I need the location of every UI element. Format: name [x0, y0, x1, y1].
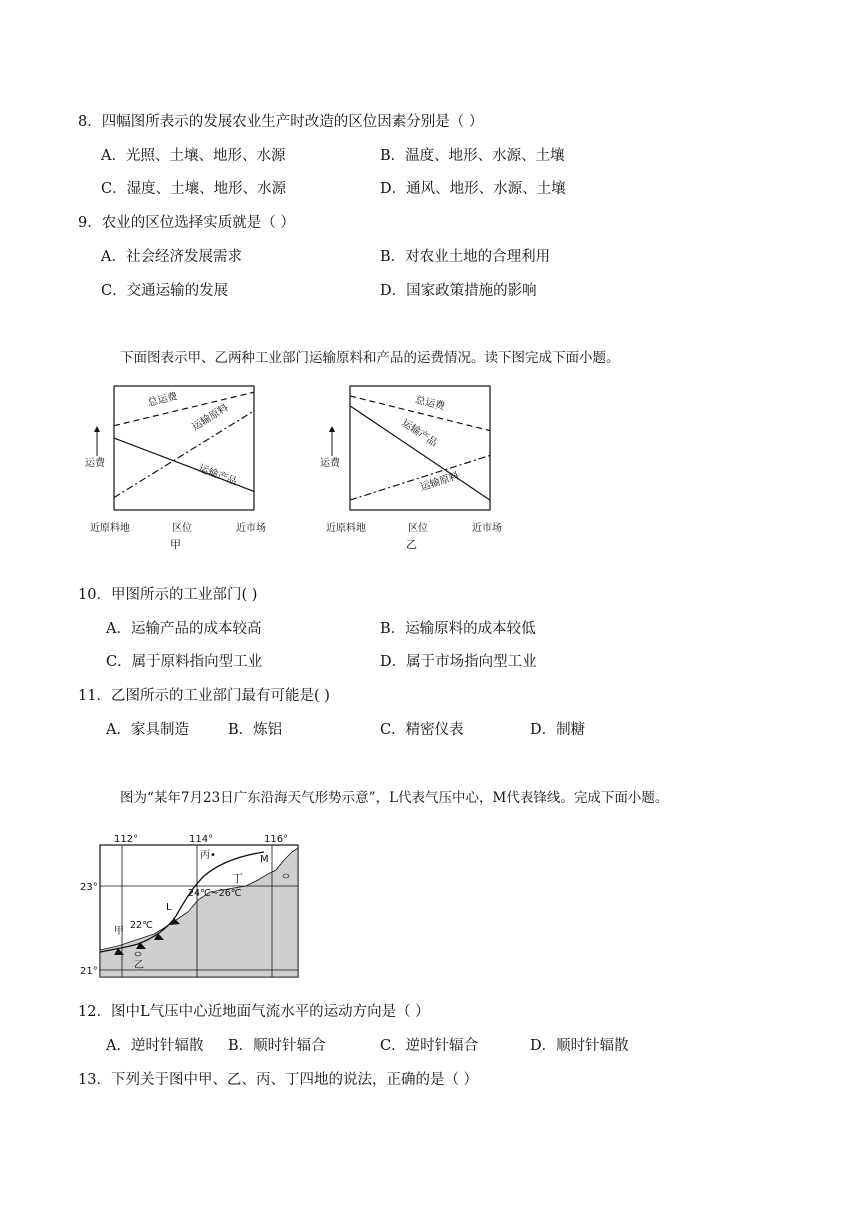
chart-frame — [114, 386, 254, 510]
chart-jia — [85, 386, 266, 551]
map-label-yi: 乙 — [134, 960, 144, 971]
map-island — [135, 952, 141, 956]
transport-cost-charts — [0, 372, 860, 592]
q10-option-d[interactable]: D．属于市场指向型工业 — [380, 654, 537, 670]
map-label-ding: 丁 — [232, 872, 243, 885]
q10-stem: 10．甲图所示的工业部门( ) — [78, 587, 258, 603]
q11-option-b[interactable]: B．炼铝 — [228, 722, 283, 738]
map-island — [283, 874, 289, 878]
q11-option-a[interactable]: A．家具制造 — [106, 722, 189, 738]
q10-option-b[interactable]: B．运输原料的成本较低 — [380, 621, 536, 637]
q9-option-c[interactable]: C．交通运输的发展 — [101, 283, 229, 299]
series-label: 运输产品 — [399, 417, 439, 450]
y-axis-arrowhead — [329, 426, 335, 432]
x-tick-label: 近原料地 — [326, 523, 366, 534]
series-label: 总运费 — [146, 391, 179, 409]
q13-stem: 13．下列关于图中甲、乙、丙、丁四地的说法，正确的是（ ） — [78, 1072, 479, 1088]
series-label: 运输原料 — [419, 470, 461, 494]
lon-label: 114° — [189, 834, 214, 845]
q11-option-c[interactable]: C．精密仪表 — [380, 722, 464, 738]
lon-label: 112° — [114, 834, 139, 845]
q12-option-b[interactable]: B．顺时针辐合 — [228, 1038, 326, 1054]
q9-option-a[interactable]: A．社会经济发展需求 — [101, 249, 242, 265]
q9-option-d[interactable]: D．国家政策措施的影响 — [380, 283, 537, 299]
q8-option-b[interactable]: B．温度、地形、水源、土壤 — [380, 148, 565, 164]
q12-option-d[interactable]: D．顺时针辐散 — [530, 1038, 629, 1054]
q12-option-a[interactable]: A．逆时针辐散 — [106, 1038, 204, 1054]
q8-option-a[interactable]: A．光照、土壤、地形、水源 — [101, 148, 286, 164]
intro-weather: 图为“某年7月23日广东沿海天气形势示意”，L代表气压中心，M代表锋线。完成下面小题。 — [120, 790, 669, 806]
map-label-jia: 甲 — [114, 926, 124, 937]
q8-option-c[interactable]: C．湿度、土壤、地形、水源 — [101, 181, 287, 197]
y-axis-arrowhead — [94, 426, 100, 432]
chart-caption: 甲 — [170, 538, 181, 551]
q11-stem: 11．乙图所示的工业部门最有可能是( ) — [78, 688, 330, 704]
intro-industry: 下面图表示甲、乙两种工业部门运输原料和产品的运费情况。读下图完成下面小题。 — [120, 350, 620, 366]
x-tick-label: 区位 — [408, 523, 428, 534]
map-label-bing: 丙• — [200, 850, 216, 861]
lat-label: 21° — [80, 966, 98, 977]
map-label-temp2: 22℃ — [130, 920, 153, 931]
x-tick-label: 近市场 — [236, 523, 266, 534]
q11-option-d[interactable]: D．制糖 — [530, 722, 586, 738]
y-axis-label: 运费 — [85, 458, 105, 469]
x-tick-label: 区位 — [172, 523, 192, 534]
q10-option-c[interactable]: C．属于原料指向型工业 — [106, 654, 263, 670]
chart-yi — [320, 386, 502, 551]
chart-caption: 乙 — [406, 538, 417, 551]
lat-label: 23° — [80, 882, 98, 893]
x-tick-label: 近原料地 — [90, 523, 130, 534]
y-axis-label: 运费 — [320, 458, 340, 469]
series-line — [350, 455, 490, 500]
map-label-m: M — [260, 854, 269, 865]
guangdong-weather-map — [78, 830, 318, 980]
q10-option-a[interactable]: A．运输产品的成本较高 — [106, 621, 262, 637]
q12-option-c[interactable]: C．逆时针辐合 — [380, 1038, 479, 1054]
series-label: 总运费 — [414, 394, 446, 413]
lon-label: 116° — [264, 834, 289, 845]
x-tick-label: 近市场 — [472, 523, 502, 534]
series-label: 运输原料 — [190, 402, 231, 434]
q8-option-d[interactable]: D．通风、地形、水源、土壤 — [380, 181, 566, 197]
series-label: 运输产品 — [196, 463, 239, 488]
map-label-l: L — [166, 902, 172, 913]
q8-stem: 8．四幅图所表示的发展农业生产时改造的区位因素分别是（ ） — [78, 114, 484, 130]
q12-stem: 12．图中L气压中心近地面气流水平的运动方向是（ ） — [78, 1004, 430, 1020]
q9-stem: 9．农业的区位选择实质就是（ ） — [78, 215, 295, 231]
q9-option-b[interactable]: B．对农业土地的合理利用 — [380, 249, 551, 265]
series-line — [114, 392, 254, 425]
map-label-temp1: 24℃~26℃ — [188, 888, 242, 899]
